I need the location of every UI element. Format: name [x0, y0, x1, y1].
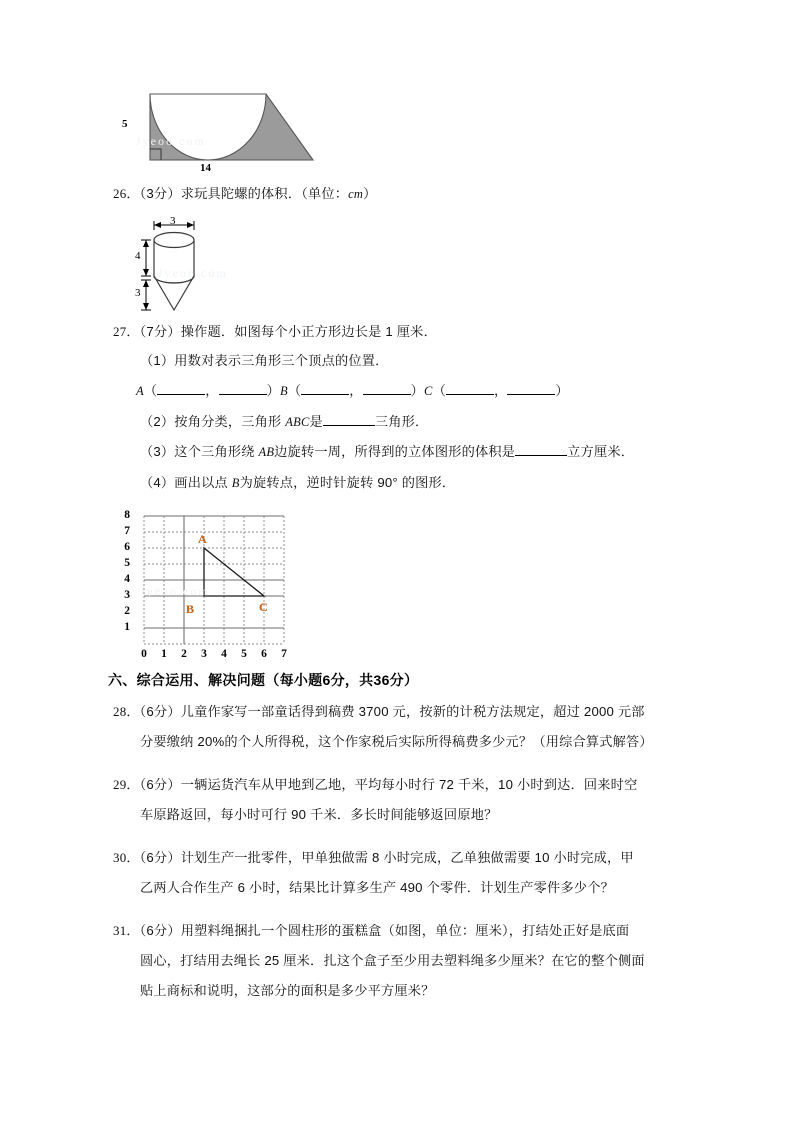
question-27-sub2 — [140, 413, 428, 431]
q27-number: 27 — [113, 324, 127, 339]
question-29-line2 — [140, 806, 497, 824]
cyl-arrow-top — [143, 240, 149, 247]
q26-score: （3分） — [139, 186, 181, 201]
paren-close-b: ） — [410, 383, 425, 398]
blank-b-y[interactable] — [363, 394, 411, 395]
q27-sub4-pre: （4）画出以点 — [140, 475, 232, 490]
question-31-line3 — [140, 982, 435, 1000]
blank-b-x[interactable] — [301, 394, 349, 395]
q27-sub1-text: （1）用数对表示三角形三个顶点的位置． — [140, 353, 389, 368]
point-label-a: A — [136, 384, 144, 398]
grid-y-label-2: 2 — [124, 605, 130, 617]
grid-x-label-2: 2 — [181, 648, 187, 660]
q27-score: （7分） — [139, 324, 181, 339]
question-27-stem: 27．（7分）操作题．如图每个小正方形边长是 1 厘米． — [113, 324, 437, 339]
q30-text-line1: 计划生产一批零件，甲单独做需 8 小时完成，乙单独做需要 10 小时完成，甲 — [180, 850, 634, 865]
q26-text-end: ） — [363, 186, 377, 201]
vertex-label-a: A — [198, 532, 207, 546]
watermark-1: Jyeoo.com — [136, 134, 206, 148]
grid-y-label-3: 3 — [124, 589, 130, 601]
question-31-line2 — [140, 952, 645, 970]
question-27-sub3 — [140, 443, 634, 461]
paren-open-a: （ — [143, 383, 158, 398]
question-28-line1: 28．（6分）儿童作家写一部童话得到稿费 3700 元，按新的计税方法规定，超过 2000 元部 — [113, 704, 645, 719]
question-30-line1: 30．（6分）计划生产一批零件，甲单独做需 8 小时完成，乙单独做需要 10 小时完成，甲 — [113, 850, 634, 865]
q31-text-line2: 圆心，打结用去绳长 25 厘米．扎这个盒子至少用去塑料绳多少厘米？在它的整个侧面 — [140, 953, 645, 968]
dim-arrow-left — [154, 222, 161, 228]
dim-arrow-right — [187, 222, 194, 228]
q26-unit: cm — [348, 187, 364, 201]
comma-c: ， — [493, 383, 508, 398]
q30-number: 30 — [113, 850, 127, 865]
cone-arrow-top — [143, 280, 149, 287]
grid-y-label-5: 5 — [124, 557, 130, 569]
grid-x-label-6: 6 — [261, 648, 267, 660]
grid-x-label-7: 7 — [281, 648, 287, 660]
paren-open-b: （ — [287, 383, 302, 398]
grid-y-label-1: 1 — [124, 621, 130, 633]
question-30-line2 — [140, 879, 614, 897]
q28-number: 28 — [113, 704, 127, 719]
cylinder-height-label: 4 — [135, 250, 141, 262]
q27-stem-text: 操作题．如图每个小正方形边长是 1 厘米． — [180, 324, 437, 339]
q30-text-line2: 乙两人合作生产 6 小时，结果比计算多生产 490 个零件．计划生产零件多少个？ — [140, 880, 614, 895]
grid-y-label-8: 8 — [124, 509, 130, 521]
paren-close-a: ） — [266, 383, 281, 398]
top-diameter-label: 3 — [170, 215, 176, 227]
comma-a: ， — [205, 383, 219, 398]
q27-sub2-mid: 是 — [309, 414, 323, 429]
paren-close-c: ） — [555, 383, 569, 398]
question-27-sub4 — [140, 474, 455, 492]
blank-c-y[interactable] — [507, 394, 555, 395]
q26-text: 求玩具陀螺的体积．（单位： — [180, 186, 349, 201]
triangle-abc — [204, 548, 264, 596]
q29-text-line1: 一辆运货汽车从甲地到乙地，平均每小时行 72 千米，10 小时到达．回来时空 — [180, 777, 638, 792]
vertex-label-c: C — [259, 600, 268, 614]
trapezoid-base-label: 14 — [200, 162, 211, 174]
figure-spinning-top — [130, 215, 240, 318]
q30-score: （6分） — [139, 850, 181, 865]
blank-volume[interactable] — [515, 455, 567, 456]
q27-sub2-post: 三角形． — [374, 414, 429, 429]
grid-y-label-6: 6 — [124, 541, 130, 553]
cone-arrow-bottom — [143, 303, 149, 310]
question-28-line2 — [140, 733, 653, 751]
q28-text-line1: 儿童作家写一部童话得到稿费 3700 元，按新的计税方法规定，超过 2000 元部 — [180, 704, 645, 719]
q27-sub3-post: 立方厘米． — [567, 444, 635, 459]
q27-sub3-pre: （3）这个三角形绕 — [140, 444, 259, 459]
grid-x-label-1: 1 — [161, 648, 167, 660]
grid-solid-lines — [144, 516, 284, 644]
q27-sub2-pre: （2）按角分类，三角形 — [140, 414, 286, 429]
grid-y-label-4: 4 — [124, 573, 130, 585]
section-six-heading-text: 六、综合运用、解决问题（每小题6分，共36分） — [108, 672, 419, 688]
question-26-stem: 26．（3分）求玩具陀螺的体积．（单位：cm） — [113, 186, 377, 201]
q31-number: 31 — [113, 923, 127, 938]
question-31-line1: 31．（6分）用塑料绳捆扎一个圆柱形的蛋糕盒（如图，单位：厘米），打结处正好是底面 — [113, 923, 630, 938]
blank-a-y[interactable] — [219, 394, 267, 395]
comma-b: ， — [349, 383, 363, 398]
blank-triangle-type[interactable] — [323, 425, 375, 426]
watermark-2: Jyeoo.com — [158, 266, 228, 280]
question-29-line1: 29．（6分）一辆运货汽车从甲地到乙地，平均每小时行 72 千米，10 小时到达．回来时空 — [113, 777, 638, 792]
q28-score: （6分） — [139, 704, 181, 719]
section-six-heading — [108, 670, 418, 690]
grid-x-label-0: 0 — [141, 648, 147, 660]
grid-y-label-7: 7 — [124, 525, 130, 537]
watermark-3: Jyeoo.com — [140, 584, 210, 598]
q29-score: （6分） — [139, 777, 181, 792]
paren-open-c: （ — [432, 383, 446, 398]
q29-number: 29 — [113, 777, 127, 792]
blank-c-x[interactable] — [446, 394, 494, 395]
grid-x-label-4: 4 — [221, 648, 227, 660]
q27-sub3-mid: 边旋转一周，所得到的立体图形的体积是 — [274, 444, 516, 459]
q31-text-line3: 贴上商标和说明，这部分的面积是多少平方厘米？ — [140, 983, 435, 998]
blank-a-x[interactable] — [157, 394, 205, 395]
grid-x-label-3: 3 — [201, 648, 207, 660]
vertex-label-b: B — [186, 602, 195, 616]
grid-x-label-5: 5 — [241, 648, 247, 660]
q27-sub4-post: 为旋转点，逆时针旋转 90° 的图形． — [239, 475, 456, 490]
q27-sub3-ab: AB — [258, 445, 275, 459]
question-27-sub1 — [140, 352, 389, 370]
trapezoid-height-label: 5 — [122, 118, 128, 130]
figure-coordinate-grid — [126, 508, 326, 673]
q27-sub2-abc: ABC — [285, 415, 310, 429]
point-label-c: C — [424, 384, 433, 398]
cyl-arrow-bottom — [143, 269, 149, 276]
q31-score: （6分） — [139, 923, 181, 938]
cone-height-label: 3 — [135, 287, 141, 299]
q27-sub4-b: B — [231, 476, 240, 490]
cylinder-top-ellipse — [154, 233, 194, 248]
q31-text-line1: 用塑料绳捆扎一个圆柱形的蛋糕盒（如图，单位：厘米），打结处正好是底面 — [180, 923, 630, 938]
trapezoid-svg — [128, 86, 328, 176]
question-27-answer-row — [136, 382, 569, 400]
q29-text-line2: 车原路返回，每小时可行 90 千米．多长时间能够返回原地？ — [140, 807, 498, 822]
figure-trapezoid-with-semicircle — [122, 86, 328, 181]
q26-number: 26 — [113, 186, 127, 201]
q28-text-line2: 分要缴纳 20%的个人所得税，这个作家税后实际所得稿费多少元？（用综合算式解答） — [140, 734, 653, 749]
point-label-b: B — [280, 384, 288, 398]
